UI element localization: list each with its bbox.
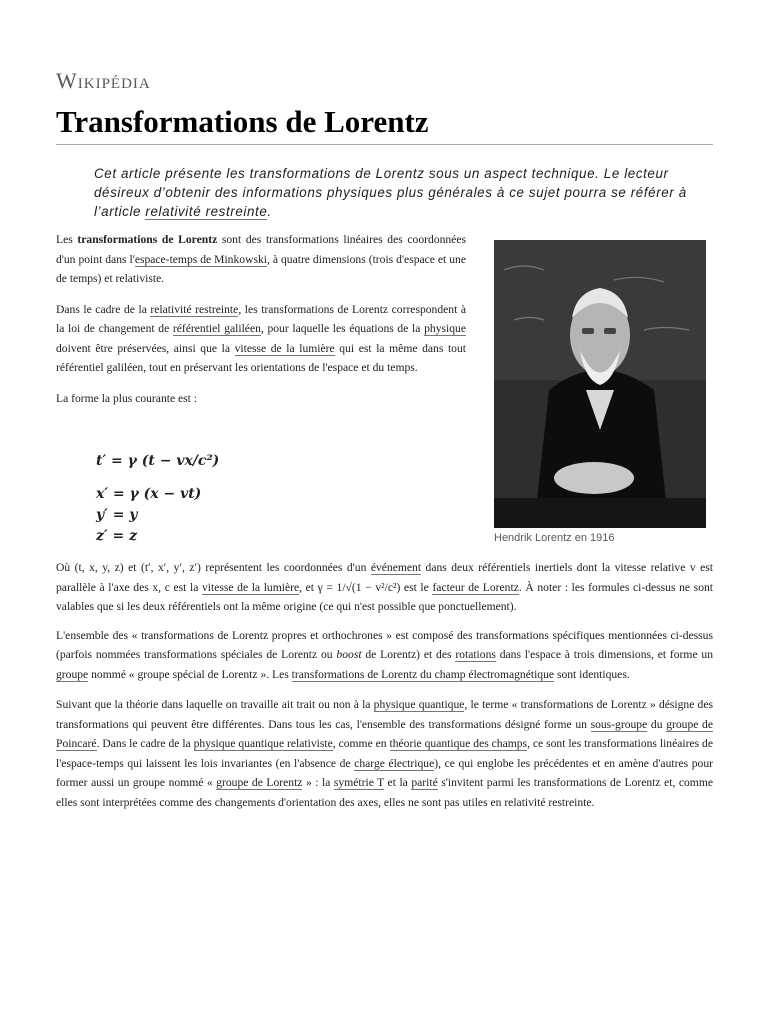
paragraph-2 [56,300,466,378]
figure-caption: Hendrik Lorentz en 1916 [494,532,615,544]
link-symetrie-t[interactable]: symétrie T [333,776,385,789]
text: nommé « groupe spécial de Lorentz ». Les [88,667,292,681]
link-facteur-lorentz[interactable]: facteur de Lorentz [432,580,519,594]
text: » : la [302,776,334,789]
bold-term: transformations de Lorentz [77,233,218,246]
paragraph-3: La forme la plus courante est : [56,391,198,405]
link-transformations-champ-em[interactable]: transformations de Lorentz du champ électromagnétique [291,667,555,681]
page-title: Transformations de Lorentz [56,104,713,145]
link-rotations[interactable]: rotations [455,648,496,661]
link-groupe-poincare[interactable]: groupe de Poincaré [56,717,713,750]
text: , pour laquelle les équations de la [260,322,425,335]
portrait-illustration [494,240,706,528]
equations-block [96,438,296,547]
paragraph-5 [56,626,713,685]
text: , ce sont les transformations linéaires de l'espace-temps qui laissent les lois invariantes (en l'absence de [56,737,713,770]
text: , à quatre dimensions (trois d'espace et une de temps) et relativiste. [56,252,466,285]
text: Suivant que la théorie dans laquelle on travaille ait trait ou non à la [56,698,374,711]
paragraph-1 [56,230,466,289]
link-referentiel-galileen[interactable]: référentiel galiléen [172,322,261,335]
link-espace-temps-minkowski[interactable]: espace-temps de Minkowski [134,252,267,266]
figure [494,240,706,544]
link-groupe[interactable]: groupe [56,667,89,681]
text: qui est la même dans tout référentiel galiléen, tout en préservant les orientations de l'espace et du temps. [56,341,466,374]
link-parite[interactable]: parité [411,776,438,789]
text: , le terme « transformations de Lorentz » désigne des transformations qui peuvent être différentes. Dans tous les cas, l'ensemble des transformations désigné forme un [56,698,714,731]
link-relativite-restreinte[interactable]: relativité restreinte [145,204,268,219]
text: L'ensemble des « transformations de Lorentz propres et orthochrones » est composé des transformations spécifiques mentionnées ci-dessus (parfois nommées transformations spéciales de Lorentz ou [56,628,713,661]
equation-y: y′ = y [96,507,138,523]
link-sous-groupe[interactable]: sous-groupe [590,717,648,731]
hatnote-text: Cet article présente les transformations de Lorentz sous un aspect technique. Le lecteur désireux d’obtenir des informations physiques plus générales à ce sujet pourra se référer à l’article [94,166,687,219]
hatnote [94,164,711,221]
equation-t: t′ = γ (t − vx/c²) [96,453,220,469]
link-vitesse-lumiere-2[interactable]: vitesse de la lumière [201,580,300,594]
text: sont des transformations linéaires des coordonnées d'un point dans l' [56,233,466,266]
link-physique-quantique-relativiste[interactable]: physique quantique relativiste [193,737,333,750]
text: dans l'espace à trois dimensions, et forme un [495,648,713,661]
text: , les transformations de Lorentz correspondent à la loi de changement de [56,302,467,335]
equation-z: z′ = z [96,528,138,544]
italic-term: boost [336,648,362,661]
text: s'invitent parmi les transformations de Lorentz et, comme elles sont interprétées comme des changements d'orientation des axes, elles ne sont pas utiles en relativité restreinte. [56,776,713,809]
body-text [56,558,713,823]
text: sont identiques. [554,667,630,681]
text: doivent être préservées, ainsi que la [56,341,235,355]
intro-column [56,230,466,419]
text: du [647,717,667,731]
link-groupe-lorentz[interactable]: groupe de Lorentz [216,776,303,789]
link-physique[interactable]: physique [424,322,466,335]
text: , et γ = 1/√(1 − v²/c²) est le [299,580,433,594]
hatnote-end: . [267,204,272,219]
text: dans deux référentiels inertiels dont la vitesse relative v est parallèle à l'axe des x, c est la [56,561,713,594]
paragraph-6 [56,695,713,812]
text: Où (t, x, y, z) et (t′, x′, y′, z′) représentent les coordonnées d'un [56,561,371,574]
portrait-image[interactable] [494,240,706,528]
link-relativite-restreinte-2[interactable]: relativité restreinte [150,302,239,316]
text: Les [56,233,78,246]
wikipedia-logo[interactable]: Wikipédia [56,68,151,93]
text: Dans le cadre de la [56,302,151,316]
text: . Dans le cadre de la [96,737,194,750]
link-charge-electrique[interactable]: charge électrique [354,756,435,770]
paragraph-4 [56,558,713,617]
link-evenement[interactable]: événement [370,561,422,574]
text: et la [384,776,412,789]
text: de Lorentz) et des [361,648,456,661]
link-physique-quantique[interactable]: physique quantique [373,698,465,711]
link-vitesse-lumiere[interactable]: vitesse de la lumière [234,341,335,355]
text: , comme en [332,737,390,750]
equation-x: x′ = γ (x − vt) [96,486,202,502]
text: . À noter : les formules ci-dessus ne sont valables que si les deux référentiels ont la même origine (ce qui n'est possible que ponctuellement). [56,580,714,613]
text: ), ce qui englobe les précédentes et en amène d'autres pour former aussi un groupe nommé « [56,756,713,789]
link-theorie-quantique-champs[interactable]: théorie quantique des champs [389,737,528,750]
